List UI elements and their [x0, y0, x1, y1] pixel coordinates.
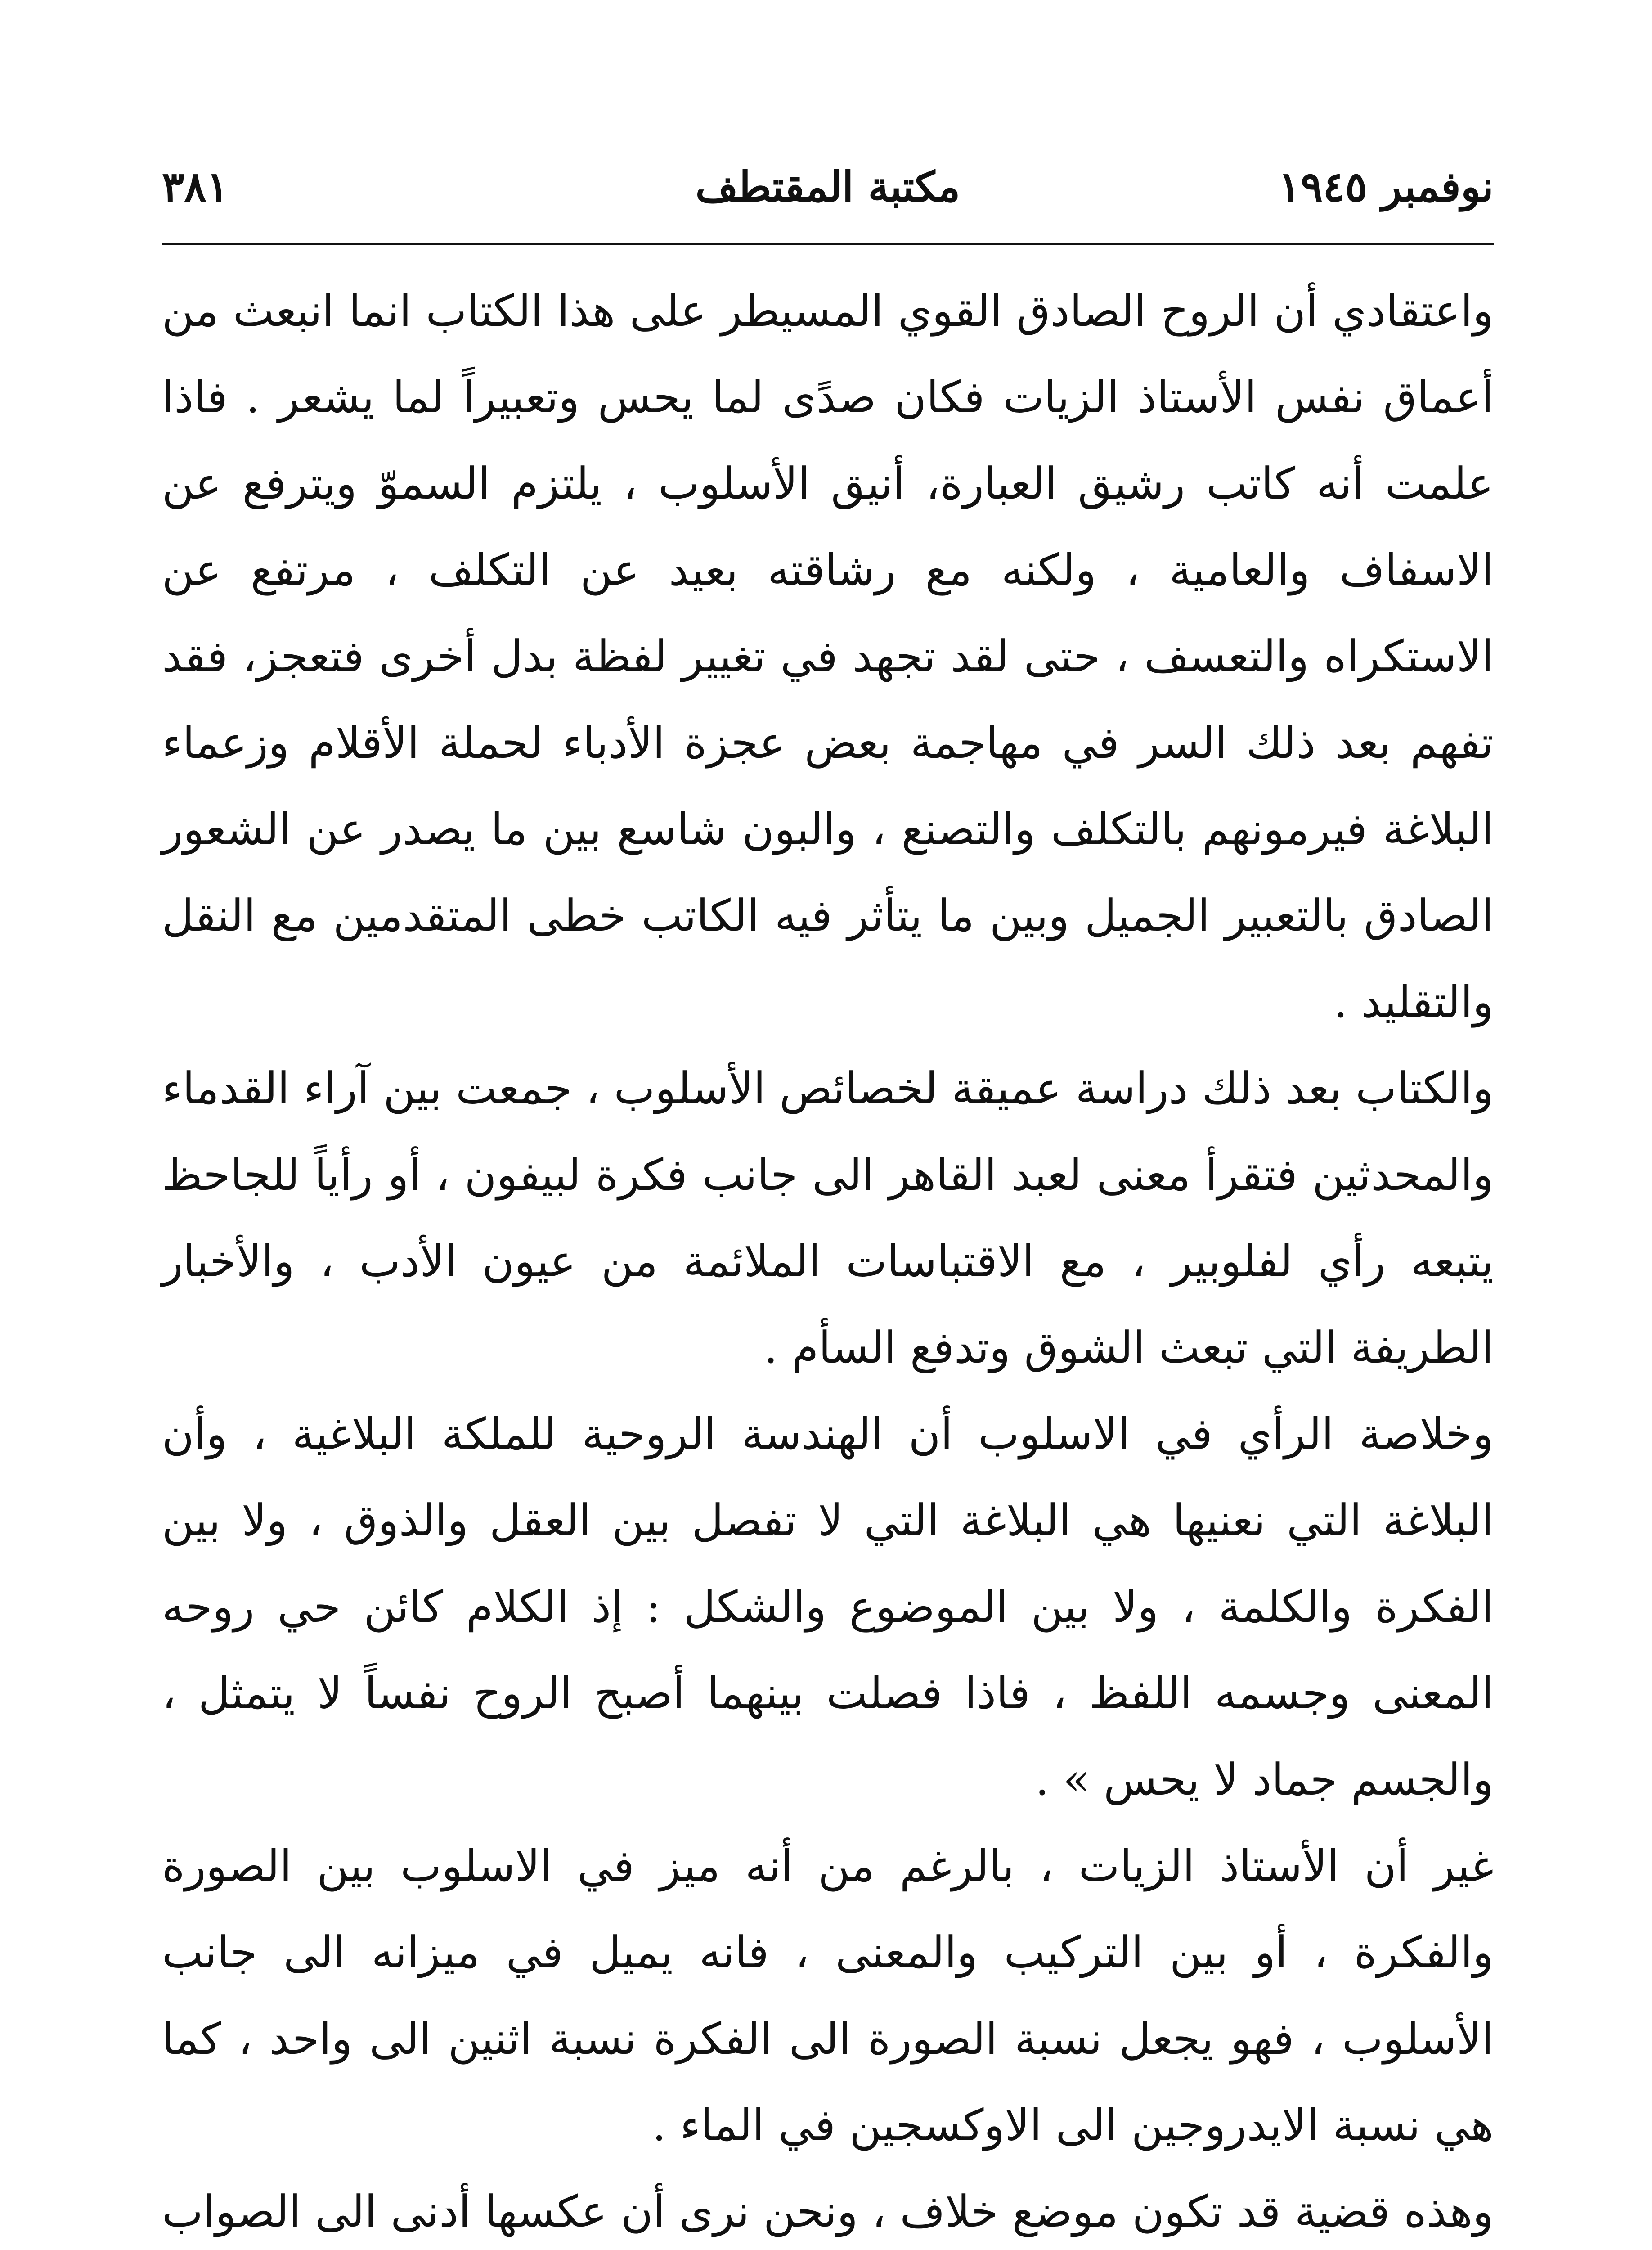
- paragraph: وهذه قضية قد تكون موضع خلاف ، ونحن نرى أن عكسها أدنى الى الصواب: [162, 2186, 1494, 2237]
- body-text: [162, 268, 1494, 2250]
- page-number: ٣٨١: [162, 162, 229, 211]
- header-date: نوفمبر ١٩٤٥: [1278, 162, 1494, 211]
- paragraph: واعتقادي أن الروح الصادق القوي المسيطر على هذا الكتاب انما انبعث من أعماق نفس الأستاذ الزيات فكان صدًى لما يحس وتعبيراً لما يشعر . فاذا علمت أنه كاتب رشيق العبارة، أنيق الأسلوب ، يلتزم السموّ ويترفع عن الاسفاف والعامية ، ولكنه مع رشاقته بعيد عن التكلف ، مرتفع عن الاستكراه والتعسف ، حتى لقد تجهد في تغيير لفظة بدل أخرى فتعجز، فقد تفهم بعد ذلك السر في مهاجمة بعض عجزة الأدباء لحملة الأقلام وزعماء البلاغة فيرمونهم بالتكلف والتصنع ، والبون شاسع بين ما يصدر عن الشعور الصادق بالتعبير الجميل وبين ما يتأثر فيه الكاتب خطى المتقدمين مع النقل والتقليد .: [162, 285, 1494, 1027]
- header-rule: [162, 243, 1494, 245]
- paragraph: والكتاب بعد ذلك دراسة عميقة لخصائص الأسلوب ، جمعت بين آراء القدماء والمحدثين فتقرأ معنى لعبد القاهر الى جانب فكرة لبيفون ، أو رأياً للجاحظ يتبعه رأي لفلوبير ، مع الاقتباسات الملائمة من عيون الأدب ، والأخبار الطريفة التي تبعث الشوق وتدفع السأم .: [162, 1063, 1494, 1373]
- book-page: [162, 135, 1494, 2250]
- paragraph: وخلاصة الرأي في الاسلوب أن الهندسة الروحية للملكة البلاغية ، وأن البلاغة التي نعنيها هي البلاغة التي لا تفصل بين العقل والذوق ، ولا بين الفكرة والكلمة ، ولا بين الموضوع والشكل : إذ الكلام كائن حي روحه المعنى وجسمه اللفظ ، فاذا فصلت بينهما أصبح الروح نفساً لا يتمثل ، والجسم جماد لا يحس » .: [162, 1408, 1494, 1805]
- paragraph: غير أن الأستاذ الزيات ، بالرغم من أنه ميز في الاسلوب بين الصورة والفكرة ، أو بين التركيب والمعنى ، فانه يميل في ميزانه الى جانب الأسلوب ، فهو يجعل نسبة الصورة الى الفكرة نسبة اثنين الى واحد ، كما هي نسبة الايدروجين الى الاوكسجين في الماء .: [162, 1840, 1494, 2151]
- running-head: [162, 135, 1494, 238]
- header-title: مكتبة المقتطف: [695, 162, 961, 211]
